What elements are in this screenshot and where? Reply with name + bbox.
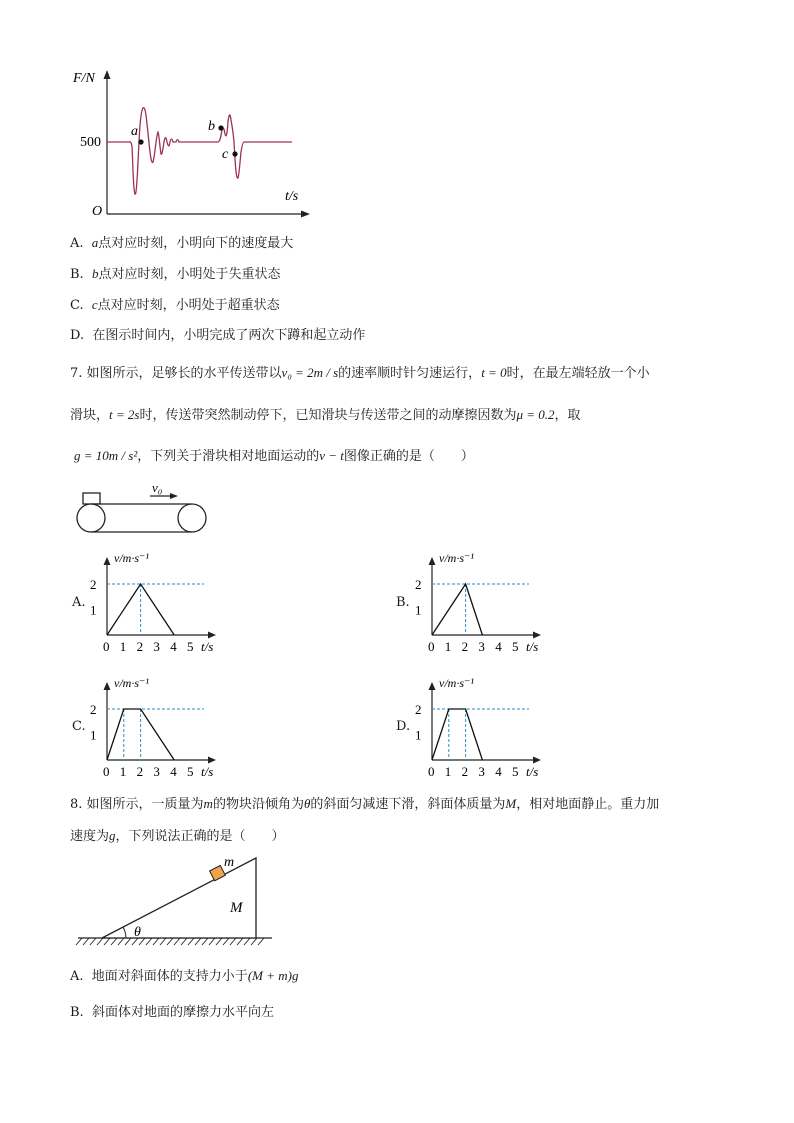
vt-expression: v − t [319, 448, 344, 463]
option-var: b [91, 266, 99, 281]
y-tick-label: 1 [90, 602, 97, 618]
option-letter: D. [70, 328, 85, 343]
option-var: c [91, 297, 98, 312]
x-tick-label: 2 [461, 764, 469, 779]
x-tick-label: 4 [495, 639, 502, 654]
x-axis-label: t/s [526, 764, 539, 779]
g-expression: g = 10m / s² [74, 448, 138, 463]
force-time-graph [70, 62, 320, 222]
stem-text: 的斜面匀减速下滑，斜面体质量为 [310, 797, 506, 812]
q8-stem-line1 [70, 795, 659, 814]
point-c-label: c [222, 147, 229, 162]
x-axis-arrow [533, 757, 541, 764]
x-axis-label: t/s [201, 639, 214, 654]
y-tick-label: 2 [90, 577, 97, 592]
x-tick-label: 0 [103, 639, 110, 654]
x-tick-label: 0 [428, 639, 435, 654]
q7-stem-line3 [74, 447, 474, 466]
x-tick-label: 3 [478, 639, 485, 654]
stem-text: 图像正确的是（ ） [343, 449, 474, 464]
M-variable: M [505, 796, 517, 811]
x-tick-label: 4 [495, 764, 502, 779]
stem-text: ，相对地面静止。重力加 [516, 797, 660, 812]
x-tick-label: 4 [170, 764, 177, 779]
x-axis-arrow [208, 632, 216, 639]
q6-option-a [70, 234, 293, 253]
q7-graph-d-letter: D. [396, 719, 411, 734]
x-tick-label: 5 [187, 764, 194, 779]
right-roller [178, 504, 206, 532]
velocity-arrowhead [170, 493, 178, 499]
t0-expression: t = 0 [481, 365, 507, 380]
q8-option-b [70, 1004, 274, 1022]
option-text: 点对应时刻，小明处于超重状态 [97, 298, 280, 313]
stem-text: 7. 如图所示，足够长的水平传送带以 [70, 366, 282, 381]
option-letter: A. [70, 236, 84, 251]
x-axis-arrow [533, 632, 541, 639]
angle-label: θ [134, 925, 141, 940]
y-tick-label: 1 [415, 727, 422, 743]
y-axis-arrow [429, 557, 436, 565]
option-text: 地面对斜面体的支持力小于 [91, 969, 248, 984]
x-tick-label: 1 [444, 639, 452, 654]
stem-text: ，下列关于滑块相对地面运动的 [137, 449, 320, 464]
point-b-label: b [208, 119, 215, 134]
option-letter: A. [70, 969, 84, 984]
y-tick-label: 2 [415, 702, 422, 717]
y-axis-label: v/m·s⁻¹ [439, 676, 474, 690]
y-axis-arrow [104, 70, 111, 79]
x-tick-label: 1 [444, 764, 452, 779]
left-roller [77, 504, 105, 532]
point-a-marker [138, 139, 143, 144]
q6-option-d [70, 327, 365, 345]
point-a-label: a [131, 124, 138, 139]
slider-block [83, 493, 100, 504]
y-tick-label: 1 [415, 602, 422, 618]
x-axis-label: t/s [201, 764, 214, 779]
x-tick-label: 5 [512, 764, 519, 779]
q7-stem-line2 [70, 406, 581, 425]
stem-text: 时，在最左端轻放一个小 [506, 366, 650, 381]
option-text: 点对应时刻，小明向下的速度最大 [98, 236, 294, 251]
x-tick-label: 0 [103, 764, 110, 779]
y-axis-label: v/m·s⁻¹ [114, 551, 149, 565]
y-axis-arrow [104, 557, 111, 565]
y-axis-arrow [104, 682, 111, 690]
y-tick-label: 1 [90, 727, 97, 743]
x-tick-label: 1 [119, 764, 127, 779]
option-text: 在图示时间内，小明完成了两次下蹲和起立动作 [92, 328, 366, 343]
vt-graph-d [413, 673, 583, 783]
block-label: m [224, 855, 235, 870]
x-axis-arrow [208, 757, 216, 764]
x-tick-label: 2 [461, 639, 469, 654]
x-tick-label: 1 [119, 639, 127, 654]
m-variable: m [203, 796, 213, 811]
stem-text: 滑块， [70, 408, 110, 423]
conveyor-belt-figure [72, 480, 212, 538]
x-tick-label: 2 [136, 639, 144, 654]
point-b-marker [218, 125, 223, 130]
y-tick-label: 2 [90, 702, 97, 717]
q8-stem-line2 [70, 827, 285, 846]
wedge-label: M [230, 900, 243, 916]
q8-option-a [70, 967, 298, 986]
y-tick-label: 2 [415, 577, 422, 592]
q7-stem-line1 [70, 364, 650, 383]
q6-option-c [70, 296, 280, 315]
vt-graph-b [413, 548, 583, 658]
stem-text: 时，传送带突然制动停下，已知滑块与传送带之间的动摩擦因数为 [139, 408, 517, 423]
x-tick-label: 3 [478, 764, 485, 779]
y-axis-label: v/m·s⁻¹ [439, 551, 474, 565]
option-text: 斜面体对地面的摩擦力水平向左 [91, 1005, 274, 1020]
velocity-line [432, 709, 482, 760]
t2-expression: t = 2s [109, 407, 140, 422]
belt-velocity-label: v₀ [152, 480, 163, 495]
option-letter: C. [70, 298, 84, 313]
vt-graph-c [88, 673, 258, 783]
x-tick-label: 2 [136, 764, 144, 779]
point-c-marker [232, 151, 237, 156]
force-curve [107, 108, 292, 195]
x-tick-label: 3 [153, 764, 160, 779]
q7-graph-a-letter: A. [72, 595, 86, 610]
stem-text: 8. 如图所示，一质量为 [70, 797, 204, 812]
stem-text: 的物块沿倾角为 [212, 797, 304, 812]
ground-hatching [76, 938, 264, 945]
option-text: 点对应时刻，小明处于失重状态 [98, 267, 281, 282]
incline-figure [74, 850, 284, 950]
y-axis-arrow [429, 682, 436, 690]
q6-option-b [70, 265, 280, 284]
theta-variable: θ [303, 796, 311, 811]
option-var: a [91, 235, 99, 250]
q7-graph-b-letter: B. [396, 595, 410, 610]
origin-label: O [92, 204, 103, 219]
y-axis-label: v/m·s⁻¹ [114, 676, 149, 690]
mu-expression: μ = 0.2 [516, 407, 555, 422]
stem-text: 的速率顺时针匀速运行， [338, 366, 482, 381]
x-tick-label: 5 [512, 639, 519, 654]
q7-graph-c-letter: C. [72, 719, 86, 734]
x-tick-label: 5 [187, 639, 194, 654]
x-axis-label: t/s [526, 639, 539, 654]
y-axis-label: F/N [73, 71, 95, 86]
x-axis-label: t/s [285, 189, 299, 204]
option-expression: (M + m)g [247, 968, 299, 983]
option-letter: B. [70, 1005, 84, 1020]
v0-expression: v₀ = 2m / s [281, 365, 339, 380]
stem-text: ，取 [554, 408, 581, 423]
stem-text: 速度为 [70, 829, 110, 844]
vt-graph-a [88, 548, 258, 658]
stem-text: ，下列说法正确的是（ ） [115, 829, 285, 844]
velocity-line [432, 584, 482, 635]
x-axis-arrow [301, 211, 310, 218]
option-letter: B. [70, 267, 84, 282]
x-tick-label: 3 [153, 639, 160, 654]
wedge [102, 858, 256, 938]
level-500-label: 500 [80, 135, 101, 150]
x-tick-label: 4 [170, 639, 177, 654]
x-tick-label: 0 [428, 764, 435, 779]
g-variable: g [109, 828, 116, 843]
